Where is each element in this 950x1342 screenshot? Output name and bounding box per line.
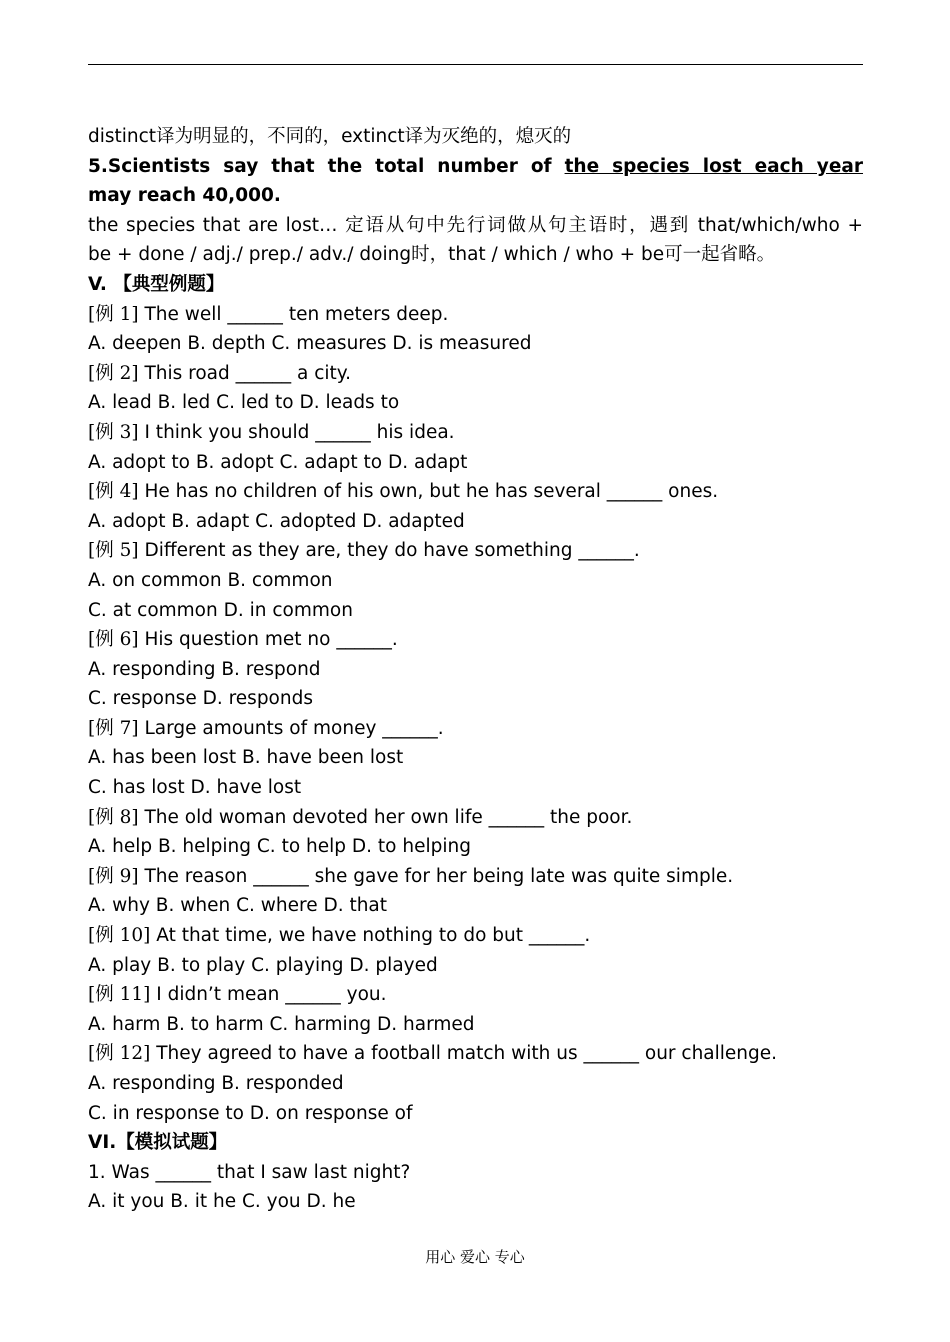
example-question [88,418,863,448]
example-question [88,714,863,744]
example-stem: At that time, we have nothing to do but ______. [150,925,591,947]
explanation-zh2: 时， [411,244,449,266]
example-options: A. why B. when C. where D. that [88,895,388,917]
explanation-phrase: the species that are lost… [88,214,346,236]
practice-list [88,1158,863,1217]
example-question [88,359,863,389]
example-label: [例 10] [88,925,151,947]
example-question [88,980,863,1010]
example-stem: They agreed to have a football match with us ______ our challenge. [150,1043,778,1065]
example-question [88,536,863,566]
explanation-pattern: that / which / who + be [448,244,665,266]
example-options: A. has been lost B. have been lost [88,747,404,769]
example-options: A. responding B. responded [88,1073,344,1094]
example-options: A. adopt B. adapt C. adopted D. adapted [88,510,465,532]
example-stem: He has no children of his own, but he has several ______ ones. [138,481,719,503]
example-label: [例 6] [88,629,139,651]
practice-options: A. it you B. it he C. you D. he [88,1191,356,1213]
example-options: A. adopt to B. adopt C. adapt to D. adapt [88,451,468,473]
example-stem: His question met no ______. [138,629,398,651]
example-options: A. help B. helping C. to help D. to helping [88,836,471,858]
term-extinct-meaning: 译为灭绝的，熄灭的 [404,126,572,147]
explanation-pronouns: that/which/who + [690,214,863,236]
practice-question: 1. Was ______ that I saw last night? [88,1161,411,1183]
example-stem: Different as they are, they do have something ______. [138,540,640,562]
term-distinct-meaning: 译为明显的，不同的， [156,126,342,147]
example-label: [例 11] [88,984,151,1006]
example-options: A. lead B. led C. led to D. leads to [88,392,400,414]
item5-lead: 5.Scientists say that the total number of [88,155,565,177]
example-options: C. in response to D. on response of [88,1102,413,1124]
example-label: [例 3] [88,421,139,443]
example-stem: I didn’t mean ______ you. [150,984,387,1006]
item5-line2: may reach 40,000. [88,185,281,207]
example-stem: The old woman devoted her own life ______ the poor. [138,806,633,828]
term-extinct: extinct [341,126,405,147]
example-options: A. deepen B. depth C. measures D. is measured [88,333,532,355]
example-label: [例 8] [88,806,139,828]
explanation-forms: be + done / adj./ prep./ adv./ doing [88,244,412,266]
explanation-zh1: 定语从句中先行词做从句主语时，遇到 [345,214,691,236]
example-stem: The reason ______ she gave for her being late was quite simple. [138,865,734,887]
term-distinct: distinct [88,126,157,147]
item5-underlined-phrase: the species lost each year [564,155,863,177]
example-options: A. harm B. to harm C. harming D. harmed [88,1013,475,1035]
example-label: [例 7] [88,717,139,739]
example-label: [例 2] [88,362,139,384]
example-label: [例 1] [88,303,139,325]
example-options: C. response D. responds [88,688,313,710]
example-options: C. at common D. in common [88,599,353,621]
explanation-line1 [88,211,863,241]
section-typical-examples-title: V. 【典型例题】 [88,273,225,295]
example-question [88,921,863,951]
example-question [88,803,863,833]
example-stem: The well ______ ten meters deep. [138,303,449,325]
example-options: A. on common B. common [88,569,333,591]
example-question [88,625,863,655]
example-options: A. responding B. respond [88,658,321,680]
example-label: [例 5] [88,540,139,562]
example-options: A. play B. to play C. playing D. played [88,954,438,976]
example-options: C. has lost D. have lost [88,777,302,799]
example-label: [例 12] [88,1043,151,1065]
example-question [88,1039,863,1069]
example-stem: Large amounts of money ______. [138,717,444,739]
example-question [88,300,863,330]
section-practice-title: VI.【模拟试题】 [88,1132,228,1154]
item5-line1 [88,152,863,182]
example-label: [例 9] [88,865,139,887]
page-footer: 用心 爱心 专心 [425,1248,525,1266]
example-stem: I think you should ______ his idea. [138,421,455,443]
header-rule [88,64,863,65]
example-question [88,477,863,507]
example-stem: This road ______ a city. [138,362,351,384]
examples-list [88,300,863,1129]
explanation-line2 [88,240,863,270]
explanation-zh3: 可一起省略。 [664,244,776,266]
example-label: [例 4] [88,481,139,503]
document-body [88,122,863,1217]
example-question [88,862,863,892]
distinct-note [88,122,863,152]
